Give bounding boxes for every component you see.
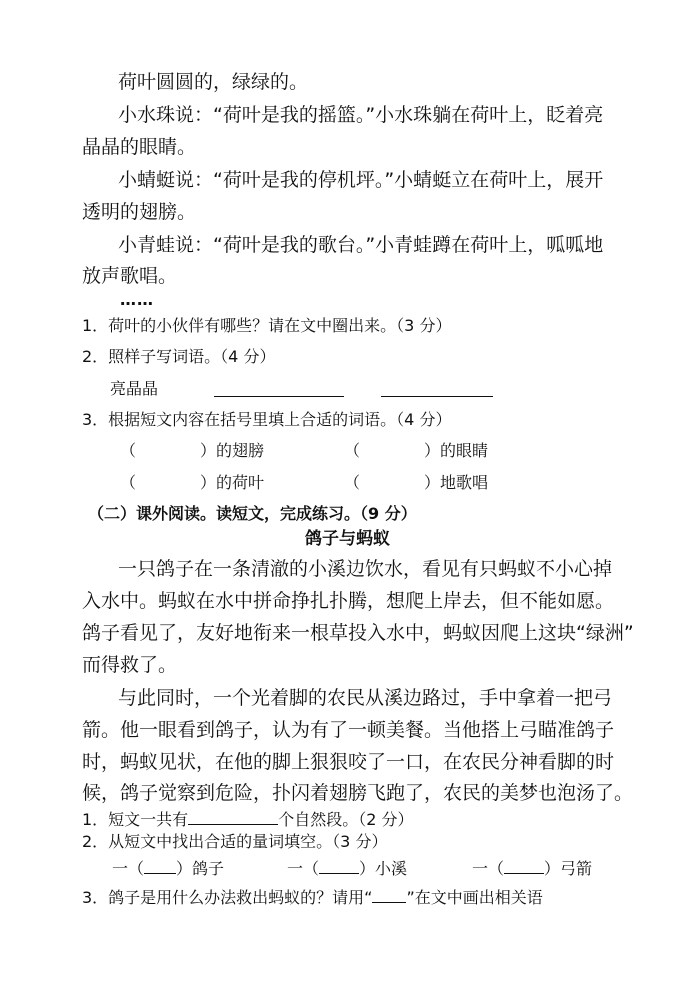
passage1-line4: 小蜻蜓说：“荷叶是我的停机坪。”小蜻蜓立在荷叶上，展开 [118,169,604,191]
measure-word-item-2[interactable]: 一（ ）小溪 [287,859,408,878]
answer-blank-measure-2[interactable] [319,857,359,874]
answer-blank-measure-1[interactable] [144,857,176,874]
passage2-line5: 与此同时，一个光着脚的农民从溪边路过，手中拿着一把弓 [118,687,613,709]
fill-bracket-2[interactable]: （ ）的眼睛 [344,441,489,460]
passage1-line5: 透明的翅膀。 [82,201,197,223]
question-1-1: 1．荷叶的小伙伴有哪些？请在文中圈出来。（3 分） [82,316,452,335]
question-2-3: 3．鸽子是用什么办法救出蚂蚁的？请用“ ”在文中画出相关语 [82,888,543,907]
passage1-line3: 晶晶的眼睛。 [82,136,197,158]
passage2-line4: 而得救了。 [82,654,178,676]
answer-blank-2[interactable] [381,380,493,397]
answer-blank-paragraphs[interactable] [188,808,278,825]
passage1-line2: 小水珠说：“荷叶是我的摇篮。”小水珠躺在荷叶上，眨着亮 [118,104,604,126]
example-word: 亮晶晶 [110,379,159,398]
passage2-line2: 入水中。蚂蚁在水中拼命挣扎扑腾，想爬上岸去，但不能如愿。 [82,590,615,612]
passage2-line7: 时，蚂蚁见状，在他的脚上狠狠咬了一口，在农民分神看脚的时 [82,751,615,773]
question-2-1 [82,808,413,828]
answer-blank-measure-3[interactable] [504,857,544,874]
question-2-1-prefix: 1．短文一共有 [82,810,189,829]
fill-bracket-3[interactable]: （ ）的荷叶 [120,473,265,492]
measure-word-item-3[interactable]: 一（ ）弓箭 [472,859,593,878]
answer-blank-1[interactable] [214,380,344,397]
fill-bracket-1[interactable]: （ ）的翅膀 [120,441,265,460]
passage1-line6: 小青蛙说：“荷叶是我的歌台。”小青蛙蹲在荷叶上，呱呱地 [118,234,604,256]
passage2-line3: 鸽子看见了，友好地衔来一根草投入水中，蚂蚁因爬上这块“绿洲” [82,622,634,644]
passage2-line8: 候，鸽子觉察到危险，扑闪着翅膀飞跑了，农民的美梦也泡汤了。 [82,782,634,804]
question-2-2: 2．从短文中找出合适的量词填空。（3 分） [82,832,388,851]
question-1-3: 3．根据短文内容在括号里填上合适的词语。（4 分） [82,410,452,429]
question-2-1-suffix: 个自然段。（2 分） [278,810,414,829]
passage2-line6: 箭。他一眼看到鸽子，认为有了一顿美餐。当他搭上弓瞄准鸽子 [82,719,615,741]
measure-word-item-1[interactable]: 一（ ）鸽子 [112,859,225,878]
section-2-heading: （二）课外阅读。读短文，完成练习。（9 分） [88,504,417,523]
ellipsis: …… [120,290,154,309]
passage1-line7: 放声歌唱。 [82,265,178,287]
mark-symbol-blank [372,886,406,903]
passage1-line1: 荷叶圆圆的，绿绿的。 [118,71,309,93]
question-1-2: 2．照样子写词语。（4 分） [82,347,276,366]
fill-bracket-4[interactable]: （ ）地歌唱 [344,473,489,492]
passage2-line1: 一只鸽子在一条清澈的小溪边饮水，看见有只蚂蚁不小心掉 [118,558,613,580]
story-title: 鸽子与蚂蚁 [305,529,390,549]
